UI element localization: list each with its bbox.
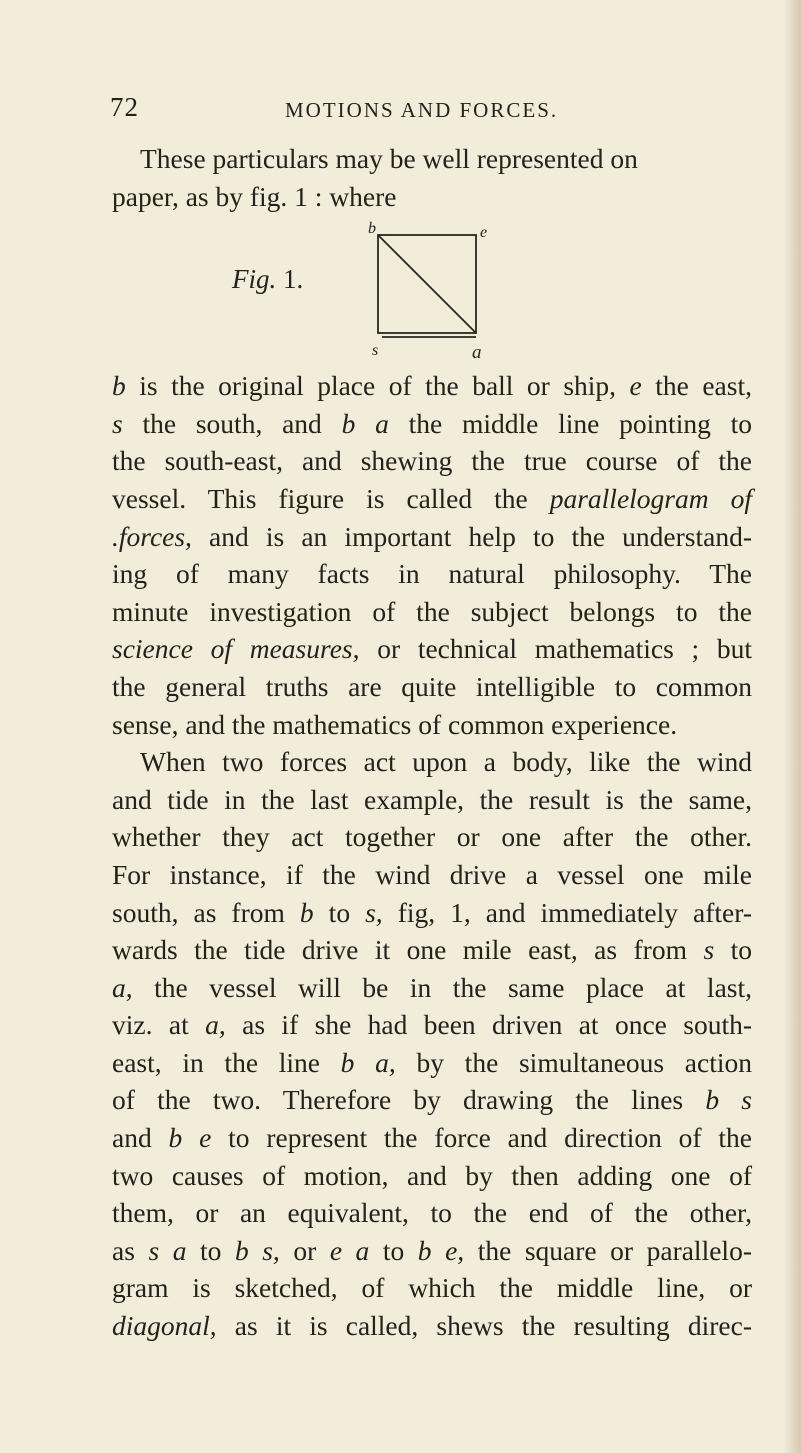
text-line-21: east, in the line b a, by the simultaneous action (112, 1046, 753, 1078)
page-header (110, 92, 750, 128)
text-line-27: gram is sketched, of which the middle line, or (112, 1272, 752, 1304)
text-line-13: When two forces act upon a body, like the wind (140, 746, 752, 778)
page-number: 72 (110, 92, 139, 122)
text-line-23: and b e to represent the force and direction of the (112, 1122, 752, 1154)
text-line-5: the south-east, and shewing the true course of the (112, 445, 752, 477)
text-line-14: and tide in the last example, the result is the same, (112, 783, 752, 815)
figure-number: 1. (283, 264, 304, 295)
parallelogram-diagram (360, 215, 500, 365)
diagonal-line (378, 235, 476, 333)
figure-label: Fig. (232, 264, 277, 295)
text-line-3: b is the original place of the ball or ship, e the east, (112, 370, 752, 402)
page-edge-shadow (783, 0, 801, 1453)
text-line-26: as s a to b s, or e a to b e, the square or parallelo- (112, 1234, 752, 1266)
text-line-8: ing of many facts in natural philosophy. The (112, 558, 752, 590)
text-line-16: For instance, if the wind drive a vessel one mile (112, 858, 752, 890)
text-line-12: sense, and the mathematics of common experience. (112, 708, 678, 740)
text-line-20: viz. at a, as if she had been driven at once south- (112, 1009, 752, 1041)
text-line-28: diagonal, as it is called, shews the resulting direc- (112, 1310, 752, 1342)
vertex-e-label: e (480, 224, 488, 242)
text-line-1: These particulars may be well represented on (140, 143, 638, 174)
text-line-17: south, as from b to s, fig, 1, and immediately after- (112, 896, 752, 928)
text-line-10: science of measures, or technical mathematics ; but (112, 633, 752, 665)
text-line-24: two causes of motion, and by then adding one of (112, 1159, 752, 1191)
text-line-9: minute investigation of the subject belongs to the (112, 595, 752, 627)
vertex-a-label: a (472, 342, 482, 364)
figure-1 (112, 215, 752, 367)
text-line-2: paper, as by fig. 1 : where (112, 180, 397, 212)
text-line-7: .forces, and is an important help to the understand- (112, 520, 752, 552)
text-line-11: the general truths are quite intelligible to common (112, 670, 752, 702)
vertex-s-label: s (372, 342, 379, 360)
text-line-22: of the two. Therefore by drawing the lines b s (112, 1084, 753, 1116)
text-line-25: them, or an equivalent, to the end of the other, (112, 1197, 752, 1229)
text-line-15: whether they act together or one after the other. (112, 821, 752, 853)
text-line-19: a, the vessel will be in the same place at last, (112, 971, 752, 1003)
body-text (112, 140, 752, 1345)
figure-caption (232, 261, 303, 299)
running-head: MOTIONS AND FORCES. (285, 98, 559, 122)
vertex-b-label: b (368, 220, 376, 238)
text-line-6: vessel. This figure is called the parallelogram of (112, 482, 752, 514)
text-line-4: s the south, and b a the middle line pointing to (112, 407, 752, 439)
text-line-18: wards the tide drive it one mile east, as from s to (112, 934, 753, 966)
